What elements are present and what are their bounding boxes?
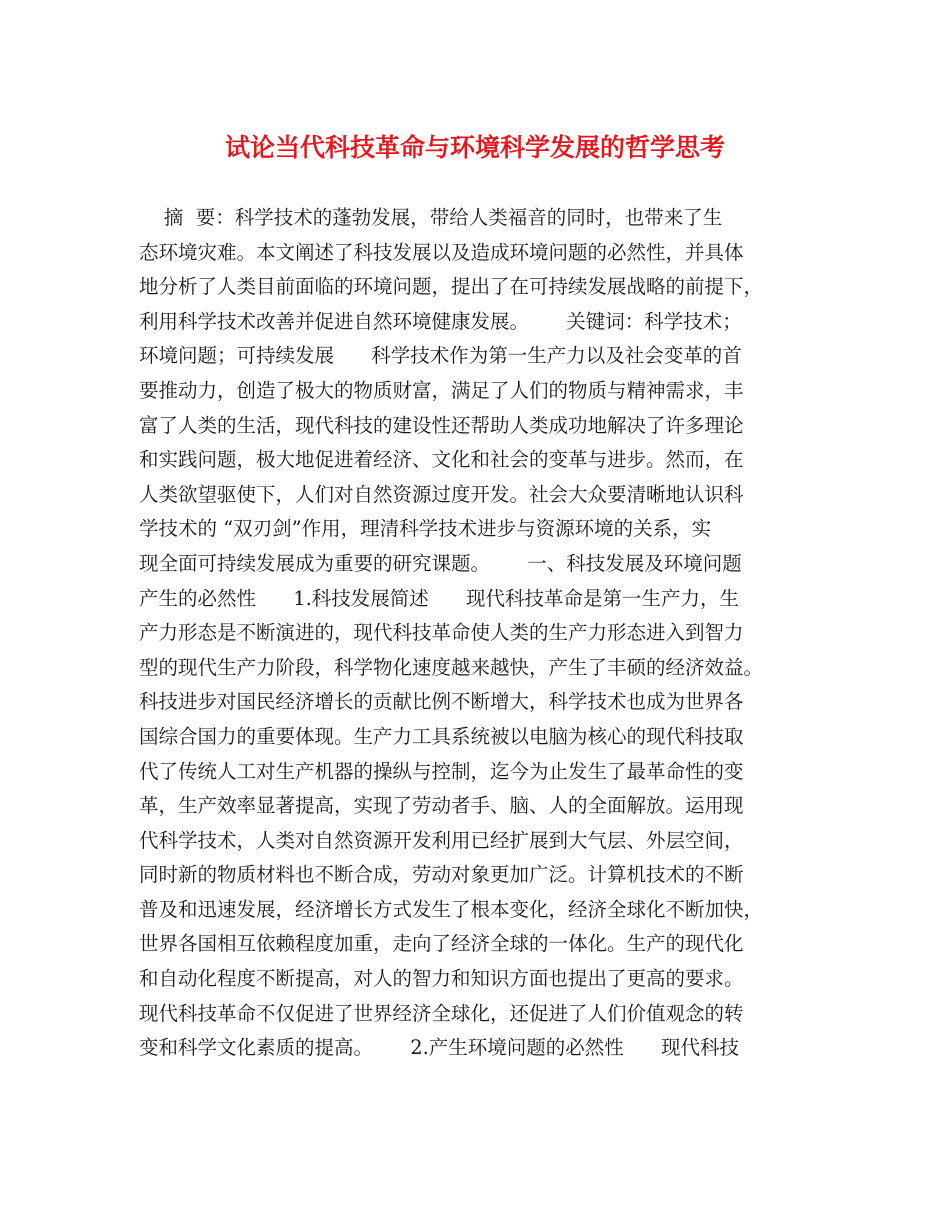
body-line: 人类欲望驱使下，人们对自然资源过度开发。社会大众要清晰地认识科 xyxy=(139,482,744,506)
body-line: 学技术的 “双刃剑”作用，理清科学技术进步与资源环境的关系，实 xyxy=(139,517,712,541)
body-line: 现全面可持续发展成为重要的研究课题。 一、科技发展及环境问题 xyxy=(139,551,742,575)
body-line: 利用科学技术改善并促进自然环境健康发展。 关键词：科学技术； xyxy=(139,309,742,333)
body-line: 富了人类的生活，现代科技的建设性还帮助人类成功地解决了许多理论 xyxy=(139,413,744,437)
body-line: 革，生产效率显著提高，实现了劳动者手、脑、人的全面解放。运用现 xyxy=(139,794,744,818)
body-line: 产生的必然性 1.科技发展简述 现代科技革命是第一生产力，生 xyxy=(139,586,739,610)
body-line: 科技进步对国民经济增长的贡献比例不断增大，科学技术也成为世界各 xyxy=(139,690,744,714)
body-line: 世界各国相互依赖程度加重，走向了经济全球的一体化。生产的现代化 xyxy=(139,932,744,956)
body-line: 国综合国力的重要体现。生产力工具系统被以电脑为核心的现代科技取 xyxy=(139,724,744,748)
body-line: 地分析了人类目前面临的环境问题，提出了在可持续发展战略的前提下， xyxy=(139,275,764,299)
body-line: 摘 要：科学技术的蓬勃发展，带给人类福音的同时，也带来了生 xyxy=(139,206,723,229)
body-line: 变和科学文化素质的提高。 2.产生环境问题的必然性 现代科技 xyxy=(139,1036,739,1060)
body-line: 态环境灾难。本文阐述了科技发展以及造成环境问题的必然性，并具体 xyxy=(139,240,744,264)
body-line: 和实践问题，极大地促进着经济、文化和社会的变革与进步。然而，在 xyxy=(139,448,744,472)
document-title: 试论当代科技革命与环境科学发展的哲学思考 xyxy=(224,133,725,162)
body-line: 和自动化程度不断提高，对人的智力和知识方面也提出了更高的要求。 xyxy=(139,967,744,991)
body-line: 产力形态是不断演进的，现代科技革命使人类的生产力形态进入到智力 xyxy=(139,621,744,645)
body-line: 要推动力，创造了极大的物质财富，满足了人们的物质与精神需求，丰 xyxy=(139,378,744,402)
body-line: 代科学技术，人类对自然资源开发利用已经扩展到大气层、外层空间， xyxy=(139,828,744,852)
body-line: 代了传统人工对生产机器的操纵与控制，迄今为止发生了最革命性的变 xyxy=(139,759,744,783)
body-line: 同时新的物质材料也不断合成，劳动对象更加广泛。计算机技术的不断 xyxy=(139,863,744,887)
document-body xyxy=(139,201,829,1066)
body-line: 现代科技革命不仅促进了世界经济全球化，还促进了人们价值观念的转 xyxy=(139,1001,744,1025)
body-line: 型的现代生产力阶段，科学物化速度越来越快，产生了丰硕的经济效益。 xyxy=(139,655,764,679)
body-line: 环境问题；可持续发展 科学技术作为第一生产力以及社会变革的首 xyxy=(139,344,742,368)
body-line: 普及和迅速发展，经济增长方式发生了根本变化，经济全球化不断加快， xyxy=(139,897,764,921)
